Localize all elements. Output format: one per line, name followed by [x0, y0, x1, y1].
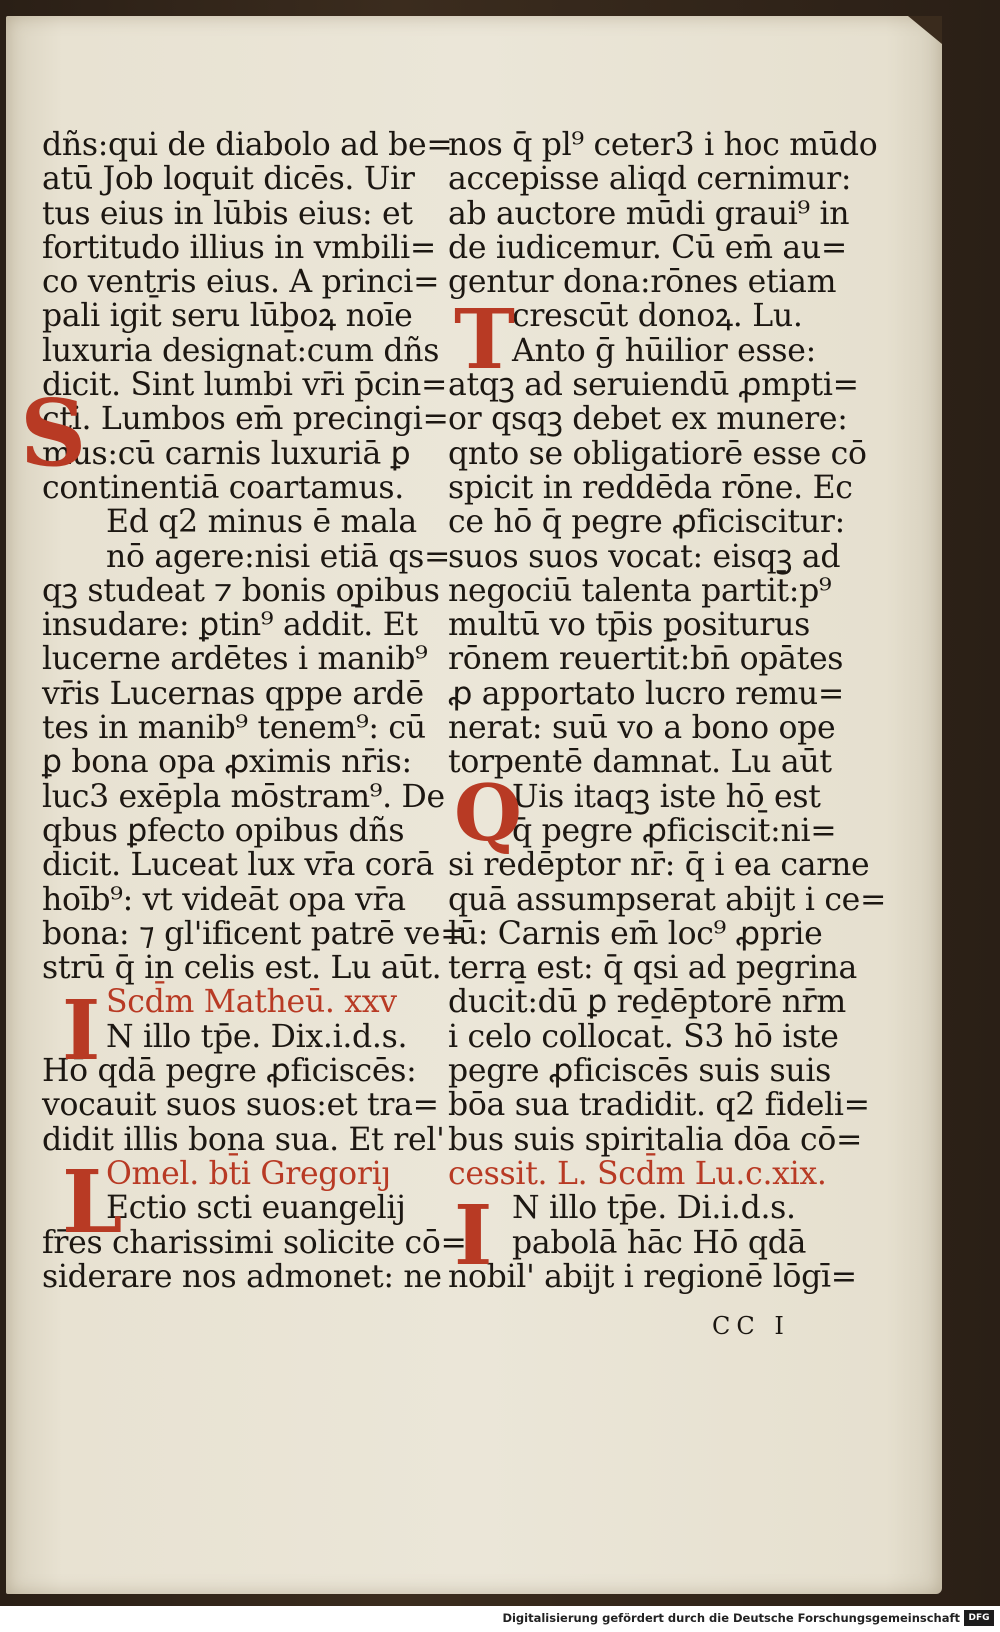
text-line: Anto ḡ hūilior esse:: [512, 332, 816, 369]
text-line: dicit. Sint lumbi vr̄i p̄cin=: [42, 367, 448, 404]
text-line: co ventris eius. A princi=: [42, 264, 440, 301]
text-line: de iudicemur. Cū em̄ au=: [448, 229, 847, 266]
left-column: [42, 127, 467, 1295]
text-line: q̄ pegre ꝓficiscit̄:ni=: [512, 812, 837, 849]
text-line: siderare nos admonet: ne: [42, 1258, 442, 1295]
text-line: accepisse aliqd cernimur:: [448, 161, 852, 198]
text-line: Ed q2 minus ē mala: [106, 504, 417, 541]
text-line: continentiā coartamus.: [42, 469, 404, 506]
text-line: ce hō q̄ pegre ꝓficiscitur:: [448, 504, 845, 541]
rubric-heading: Omel. bt̄i Gregoriȷ: [106, 1155, 391, 1192]
text-line: ꝓ apportato lucro remu=: [448, 675, 845, 712]
text-line: si redēptor nr̄: q̄ i ea carne: [448, 847, 870, 884]
text-line: lū: Carnis em̄ loc⁹ ꝓprie: [448, 915, 823, 952]
text-line: vocauit suos suos:et tra=: [42, 1087, 439, 1124]
text-line: strū q̄ in celis est. Lu aūt.: [42, 950, 442, 987]
text-line: ducit̄:dū ꝑ redēptorē nr̄m: [448, 984, 846, 1021]
text-line: pabolā hāc Hō qdā: [512, 1224, 807, 1261]
text-line: Ectio scti euangelij: [106, 1190, 406, 1227]
text-line: multū vo tp̄is positurus: [448, 607, 810, 644]
funding-credit: Digitalisierung gefördert durch die Deutsche Forschungsgemeinschaft: [502, 1611, 960, 1625]
text-line: nos q̄ pl⁹ ceter3 i hoc mūdo: [448, 127, 878, 163]
text-line: N illo tp̄e. Dix.i.d.s.: [106, 1018, 408, 1055]
text-line: dñs:qui de diabolo ad be=: [42, 127, 453, 163]
red-initial-t: T: [454, 292, 516, 388]
text-line: i celo collocat̄. S3 hō iste: [448, 1018, 839, 1055]
text-line: tus eius in lūbis eius: et: [42, 195, 413, 232]
text-line: or qsqꝫ debet ex munere:: [448, 401, 848, 438]
text-line: ab auctore mūdi graui⁹ in: [448, 195, 850, 232]
text-line: didit illis bona sua. Et rel': [42, 1121, 445, 1158]
folio-number: CC I: [712, 1312, 790, 1340]
text-line: hoīb⁹: vt videāt opa vr̄a: [42, 881, 406, 918]
text-line: N illo tp̄e. Di.i.d.s.: [512, 1190, 796, 1227]
red-initial-i: I: [454, 1188, 493, 1284]
text-line: vr̄is Lucernas qppe ardē: [42, 675, 424, 712]
rubric-heading: Scd̄m Matheū. xxv: [106, 984, 397, 1021]
text-line: negociū talenta partit̄:p⁹: [448, 572, 832, 609]
text-line: torpentē damnat. Lu aūt: [448, 744, 832, 781]
text-line: pegre ꝓficiscēs suis suis: [448, 1053, 832, 1090]
text-line: fr̄es charissimi solicite cō=: [42, 1224, 467, 1261]
text-line: luc3 exēpla mōstram⁹. De: [42, 778, 445, 815]
text-line: luxuria designat̄:cum dñs: [42, 332, 440, 369]
red-initial-l: L: [62, 1152, 123, 1253]
dfg-logo-icon: DFG: [964, 1610, 994, 1626]
text-line: qnto se obligatiorē esse cō: [448, 435, 867, 472]
text-line: qbus ꝑfecto opibus dñs: [42, 812, 405, 849]
text-line: spicit in reddēda rōne. Ec: [448, 469, 853, 506]
text-line: suos suos vocat: eisqꝫ ad: [448, 538, 841, 575]
text-line: terra est: q̄ qsi ad pegrina: [448, 950, 857, 987]
text-line: lucerne ardētes i manib⁹: [42, 641, 428, 678]
text-line: bus suis spiritalia dōa cō=: [448, 1121, 863, 1158]
text-line: nobil' abijt i regionē lōgī=: [448, 1258, 857, 1295]
text-line: insudare: ꝑtin⁹ addit̄. Et: [42, 607, 418, 644]
torn-corner: [908, 16, 942, 44]
footer-bar: [0, 1606, 1000, 1632]
red-initial-s: S: [20, 379, 87, 487]
text-line: mus:cū carnis luxuriā ꝑ: [42, 435, 411, 472]
text-line: cti. Lumbos em̄ precingi=: [42, 401, 449, 438]
text-line: fortitudo illius in vmbili=: [42, 229, 436, 266]
text-line: gentur dona:rōnes etiam: [448, 264, 837, 301]
text-line: crescūt donoꝝ. Lu.: [512, 298, 803, 335]
text-line: nerat: suū vo a bono ope: [448, 710, 836, 747]
text-line: bōa sua tradidit. q2 fideli=: [448, 1087, 870, 1124]
text-line: atqꝫ ad seruiendū ꝓmpti=: [448, 367, 859, 404]
text-line: ꝑ bona opa ꝓximis nr̄is:: [42, 744, 412, 781]
text-line: atū Job loquit dicēs. Uir: [42, 161, 415, 198]
text-line: Uis itaqꝫ iste hō est: [512, 778, 821, 815]
text-line: pali igit̄ seru lūboꝝ noīe: [42, 298, 413, 335]
text-line: qꝫ studeat ⁊ bonis opibus: [42, 572, 440, 609]
text-line: rōnem reuertit̄:bn̄ opātes: [448, 641, 844, 678]
text-line: bona: ⁊ gl'ificent patrē ve=: [42, 915, 467, 952]
text-line: quā assumpserat abijt i ce=: [448, 881, 887, 918]
text-line: tes in manib⁹ tenem⁹: cū: [42, 710, 426, 747]
text-line: dicit. Luceat lux vr̄a corā: [42, 847, 435, 884]
red-initial-q: Q: [454, 768, 522, 859]
red-initial-i: I: [62, 983, 101, 1079]
text-line: nō agere:nisi etiā qs=: [106, 538, 451, 575]
text-line: Hō qdā pegre ꝓficiscēs:: [42, 1053, 417, 1090]
rubric-heading: cessit. L. Scd̄m Lu.c.xix.: [448, 1155, 827, 1192]
